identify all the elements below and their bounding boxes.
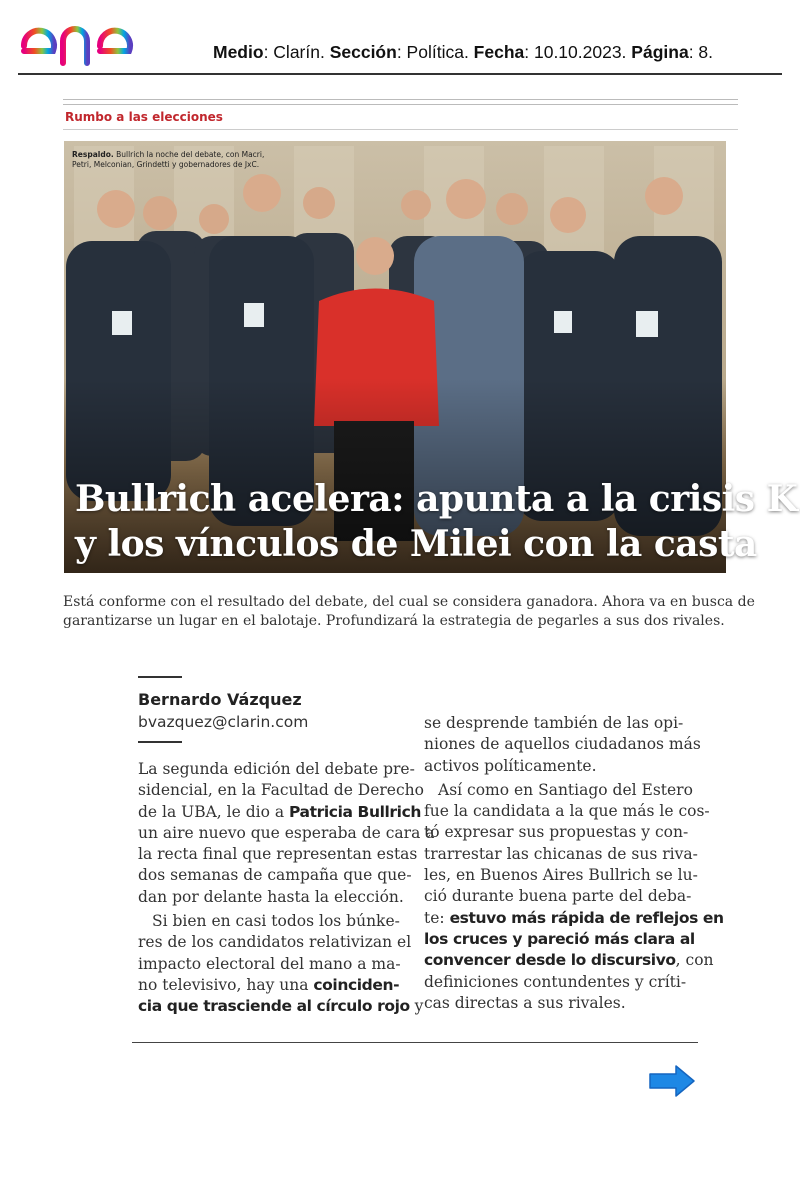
source-metadata: Medio: Clarín. Sección: Política. Fecha: 10.10.2023. Página: 8. bbox=[213, 42, 714, 62]
byline-rule-bottom bbox=[138, 741, 182, 743]
body-column-2: se desprende también de las opi- niones de aquellos ciudadanos más activos políticamente. Así como en Santiago del Estero fue la candidata a la que más le cos- tó expresar sus propuestas y con- trarrestar las chicanas de sus riva- les, en Buenos Aires Bullrich se lu- ció durante buena parte del deba- te: estuvo más rápida de reflejos en los cruces y pareció más clara al convencer desde lo discursivo, con definiciones contundentes y críti- cas directas a sus rivales. bbox=[424, 714, 724, 1012]
article-lead: Está conforme con el resultado del debate, del cual se considera ganadora. Ahora va en busca de garantizarse un lugar en el balotaje. Profundizará la estrategia de pegarles a sus dos rivales. bbox=[63, 594, 755, 629]
article-bottom-rule bbox=[132, 1042, 698, 1043]
byline-rule-top bbox=[138, 676, 182, 678]
header-divider bbox=[18, 73, 782, 75]
section-divider bbox=[63, 129, 738, 130]
clipping-top-rule bbox=[63, 99, 738, 105]
arrow-right-icon[interactable] bbox=[647, 1063, 697, 1099]
enel-logo bbox=[18, 8, 188, 66]
author-email: bvazquez@clarin.com bbox=[138, 713, 309, 731]
section-tag: Rumbo a las elecciones bbox=[65, 110, 223, 124]
body-column-1: La segunda edición del debate pre- sidencial, en la Facultad de Derecho de la UBA, le dio a Patricia Bullrich un aire nuevo que esperaba de cara a la recta final que representan estas dos semanas de campaña que que- dan por delante hasta la elección. Si bien en casi todos los búnke- res de los candidatos relativizan el impacto electoral del mano a ma- no televisivo, hay una coinciden- cia que trasciende al círculo rojo y bbox=[138, 760, 435, 1016]
author-name: Bernardo Vázquez bbox=[138, 690, 302, 709]
photo-caption: Respaldo. Bullrich la noche del debate, con Macri, Petri, Melconian, Grindetti y gobernadores de JxC. bbox=[72, 150, 265, 169]
article-headline: Bullrich acelera: apunta a la crisis K y los vínculos de Milei con la casta bbox=[75, 478, 798, 565]
